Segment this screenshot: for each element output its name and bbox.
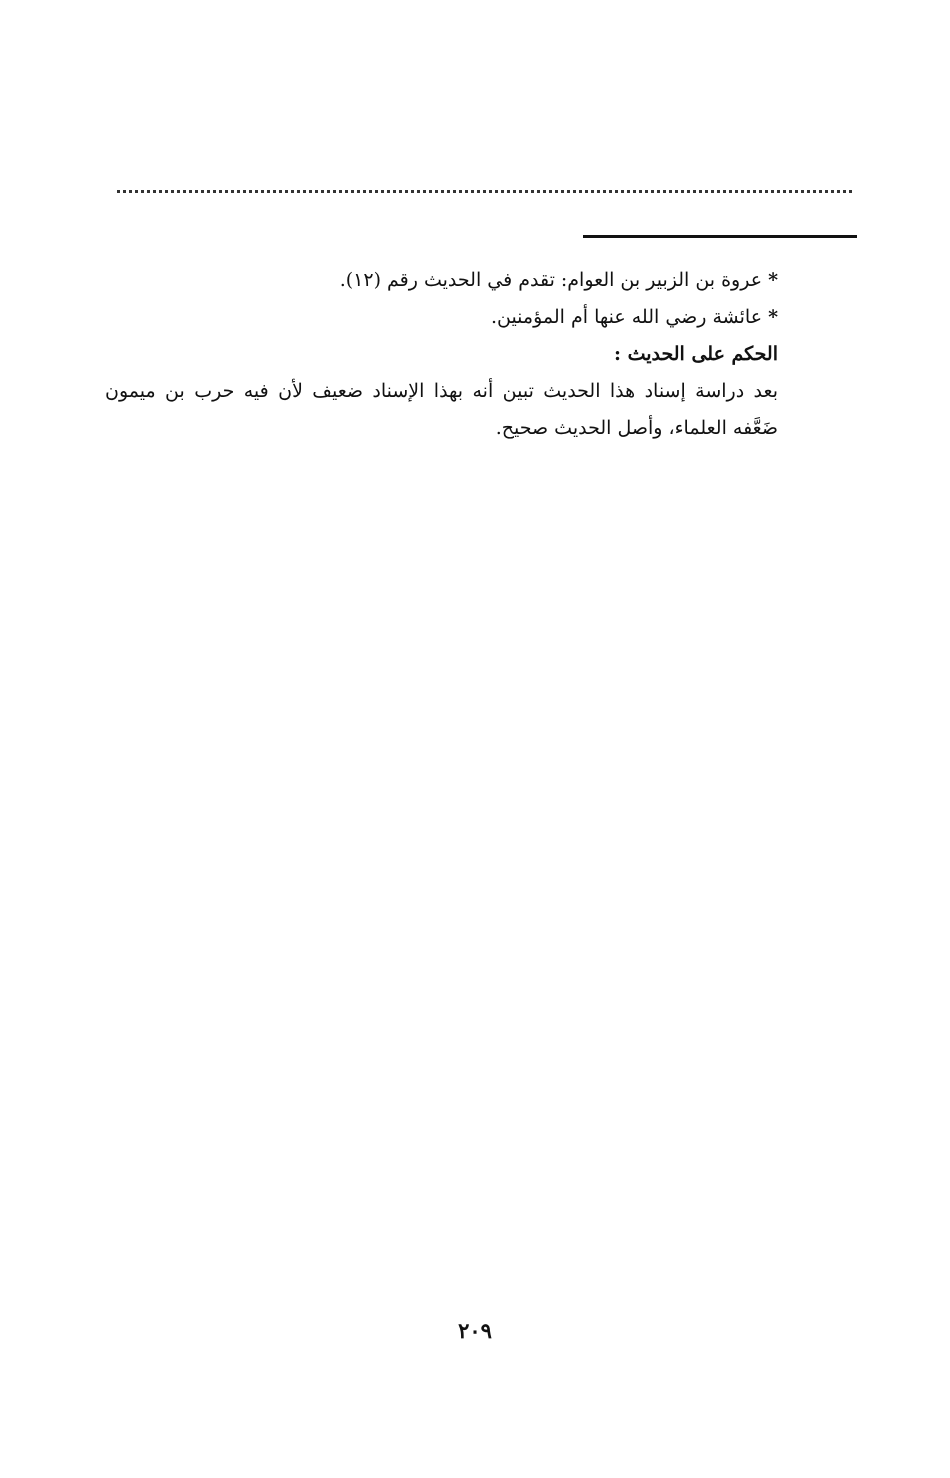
- dotted-separator: [117, 190, 852, 193]
- bullet-marker: *: [768, 269, 778, 291]
- footnote-rule: [583, 235, 857, 238]
- narrator-entry: [105, 299, 778, 336]
- bullet-marker: *: [768, 306, 778, 328]
- narrator-entry: [105, 262, 778, 299]
- ruling-heading: الحكم على الحديث :: [613, 343, 778, 365]
- narrator-text: عائشة رضي الله عنها أم المؤمنين.: [490, 306, 763, 328]
- ruling-paragraph: بعد دراسة إسناد هذا الحديث تبين أنه بهذا الإسناد ضعيف لأن فيه حرب بن ميمون ضَعَّفه العلماء، وأصل الحديث صحيح.: [105, 380, 778, 439]
- body-text: [105, 262, 778, 447]
- narrator-text: عروة بن الزبير بن العوام: تقدم في الحديث رقم (١٢).: [339, 269, 763, 291]
- page-number: ٢٠٩: [458, 1318, 492, 1343]
